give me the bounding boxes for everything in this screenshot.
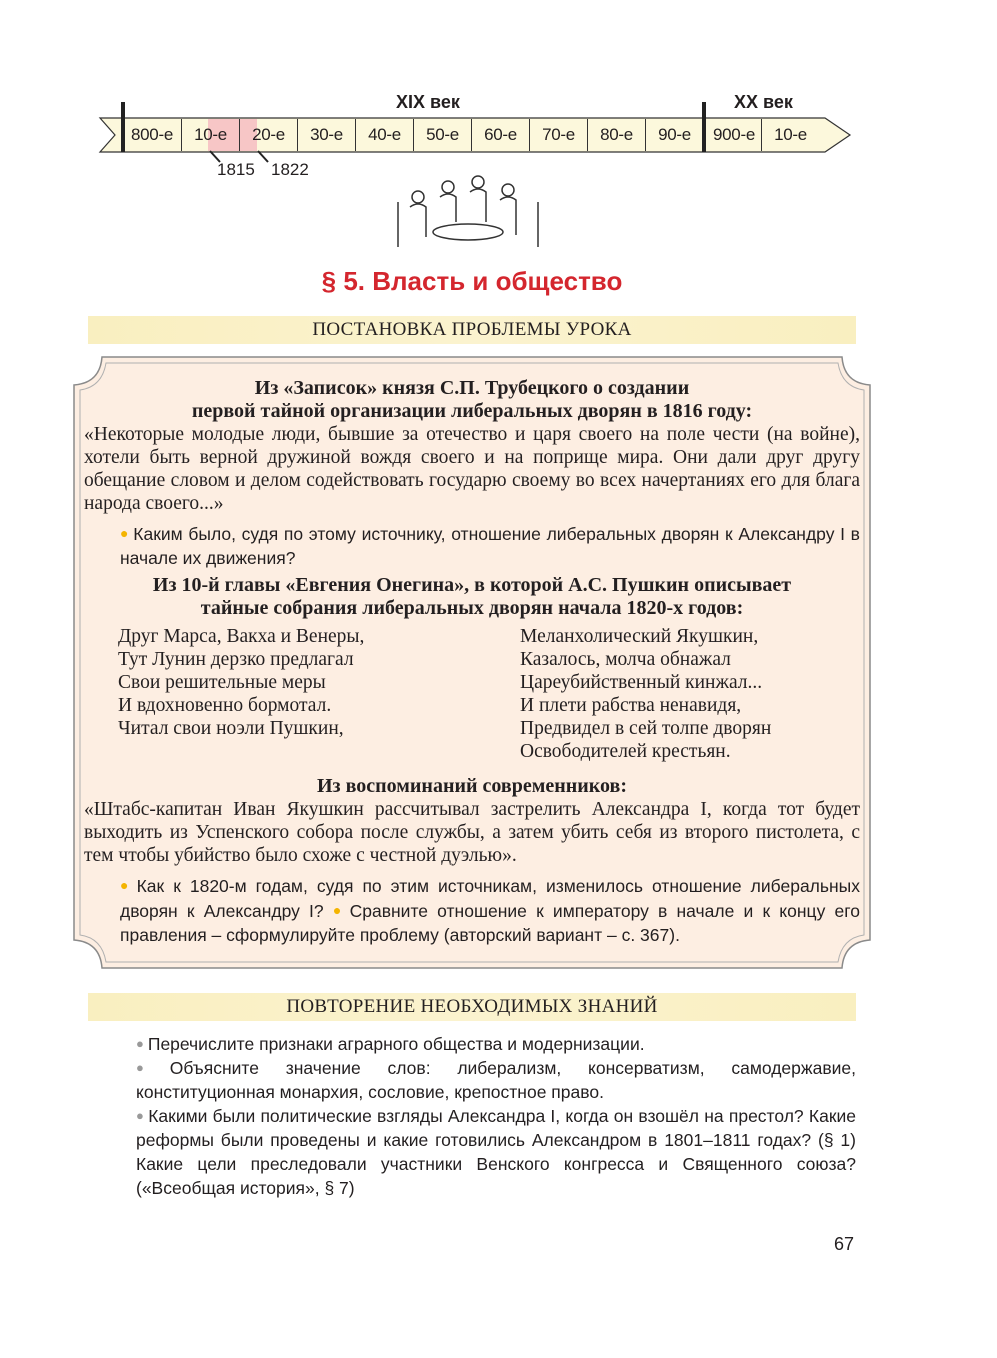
poem-line: Цареубийственный кинжал...: [520, 672, 763, 693]
timeline-cell: 60-е: [471, 119, 529, 151]
review-item: ● Перечислите признаки аграрного общества и модернизации.: [136, 1034, 645, 1054]
poem-line: Свои решительные меры: [118, 672, 326, 693]
source-heading: Из «Записок» князя С.П. Трубецкого о создании: [254, 377, 690, 399]
source-quote: «Штабс-капитан Иван Якушкин рассчитывал застрелить Александра I, когда тот будет выходить из Успенского собора после службы, а затем убить себя из второго пистолета, с тем чтобы убийство было схоже с честной дуэлью».: [84, 799, 860, 866]
poem-line: Предвидел в сей толпе дворян: [520, 718, 772, 739]
poem-line: Читал свои ноэли Пушкин,: [118, 718, 344, 739]
poem-line: И плети рабства ненавидя,: [520, 695, 742, 716]
page-number: 67: [834, 1234, 855, 1254]
century-label: XIX век: [396, 92, 460, 112]
year-label: 1815: [217, 160, 255, 179]
timeline-cell: 40-е: [355, 119, 413, 151]
bullet-icon: ●: [136, 1036, 144, 1051]
poem-line: Казалось, молча обнажал: [520, 649, 731, 670]
source-heading: тайные собрания либеральных дворян начала 1820-х годов:: [200, 597, 744, 619]
timeline-cell: 50-е: [413, 119, 471, 151]
century-label: XX век: [734, 92, 793, 112]
review-item: ● Какими были политические взгляды Александра I, когда он взошёл на престол? Какие реформы были проведены и какие готовились Александром в 1801–1811 годах? (§ 1) Какие цели преследовали участники Венского конгресса и Священного союза? («Всеобщая история», § 7): [136, 1106, 856, 1198]
source-heading: Из воспоминаний современников:: [317, 775, 627, 797]
poem-line: Друг Марса, Вакха и Венеры,: [118, 626, 365, 647]
question: ● Каким было, судя по этому источнику, отношение либеральных дворян к Александру I в начале их движения?: [120, 524, 860, 568]
review-item: ● Объясните значение слов: либерализм, консерватизм, самодержавие, конституционная монархия, сословие, крепостное право.: [136, 1058, 856, 1102]
bullet-icon: ●: [136, 1108, 145, 1123]
year-label: 1822: [271, 160, 309, 179]
timeline-cell: 800-е: [131, 125, 173, 144]
timeline-cell: 900-е: [713, 125, 755, 144]
bullet-icon: ●: [120, 877, 133, 893]
source-heading: первой тайной организации либеральных дворян в 1816 году:: [191, 400, 753, 422]
poem-line: И вдохновенно бормотал.: [118, 695, 332, 716]
poem: [84, 625, 860, 763]
bullet-icon: ●: [332, 902, 346, 918]
source-heading: Из 10-й главы «Евгения Онегина», в которой А.С. Пушкин описывает: [152, 574, 792, 596]
timeline-cell: 90-е: [645, 119, 703, 151]
poem-line: Тут Лунин дерзко предлагал: [118, 649, 354, 670]
bullet-icon: ●: [120, 525, 130, 541]
poem-line: Меланхолический Якушкин,: [520, 626, 759, 647]
question: ● Как к 1820-м годам, судя по этим источникам, изменилось отношение либеральных дворян к Александру I? ● Сравните отношение к императору в начале и к концу его правления – сформулируйте проблему (авторский вариант – с. 367).: [120, 876, 860, 945]
bullet-icon: ●: [136, 1060, 166, 1075]
illustration-meeting: [388, 172, 548, 252]
timeline-cell: 70-е: [529, 119, 587, 151]
timeline-cell: 20-е: [239, 119, 297, 151]
timeline-cell: 80-е: [587, 119, 645, 151]
section-header: ПОСТАНОВКА ПРОБЛЕМЫ УРОКА: [88, 316, 856, 344]
source-quote: «Некоторые молодые люди, бывшие за отечество и царя своего на поле чести (на войне), хотели быть верной дружиной вождя своего и на поприще мира. Они дали друг другу обещание словом и делом содействовать государю своему во всех начертаниях его для блага народа своего...»: [84, 424, 860, 514]
timeline-cell: 30-е: [297, 119, 355, 151]
timeline-cell: 10-е: [761, 119, 819, 151]
poem-line: Освободителей крестьян.: [520, 741, 731, 762]
timeline-cell: 10-е: [181, 119, 239, 151]
section-header: ПОВТОРЕНИЕ НЕОБХОДИМЫХ ЗНАНИЙ: [88, 993, 856, 1021]
page-title: § 5. Власть и общество: [321, 266, 623, 296]
